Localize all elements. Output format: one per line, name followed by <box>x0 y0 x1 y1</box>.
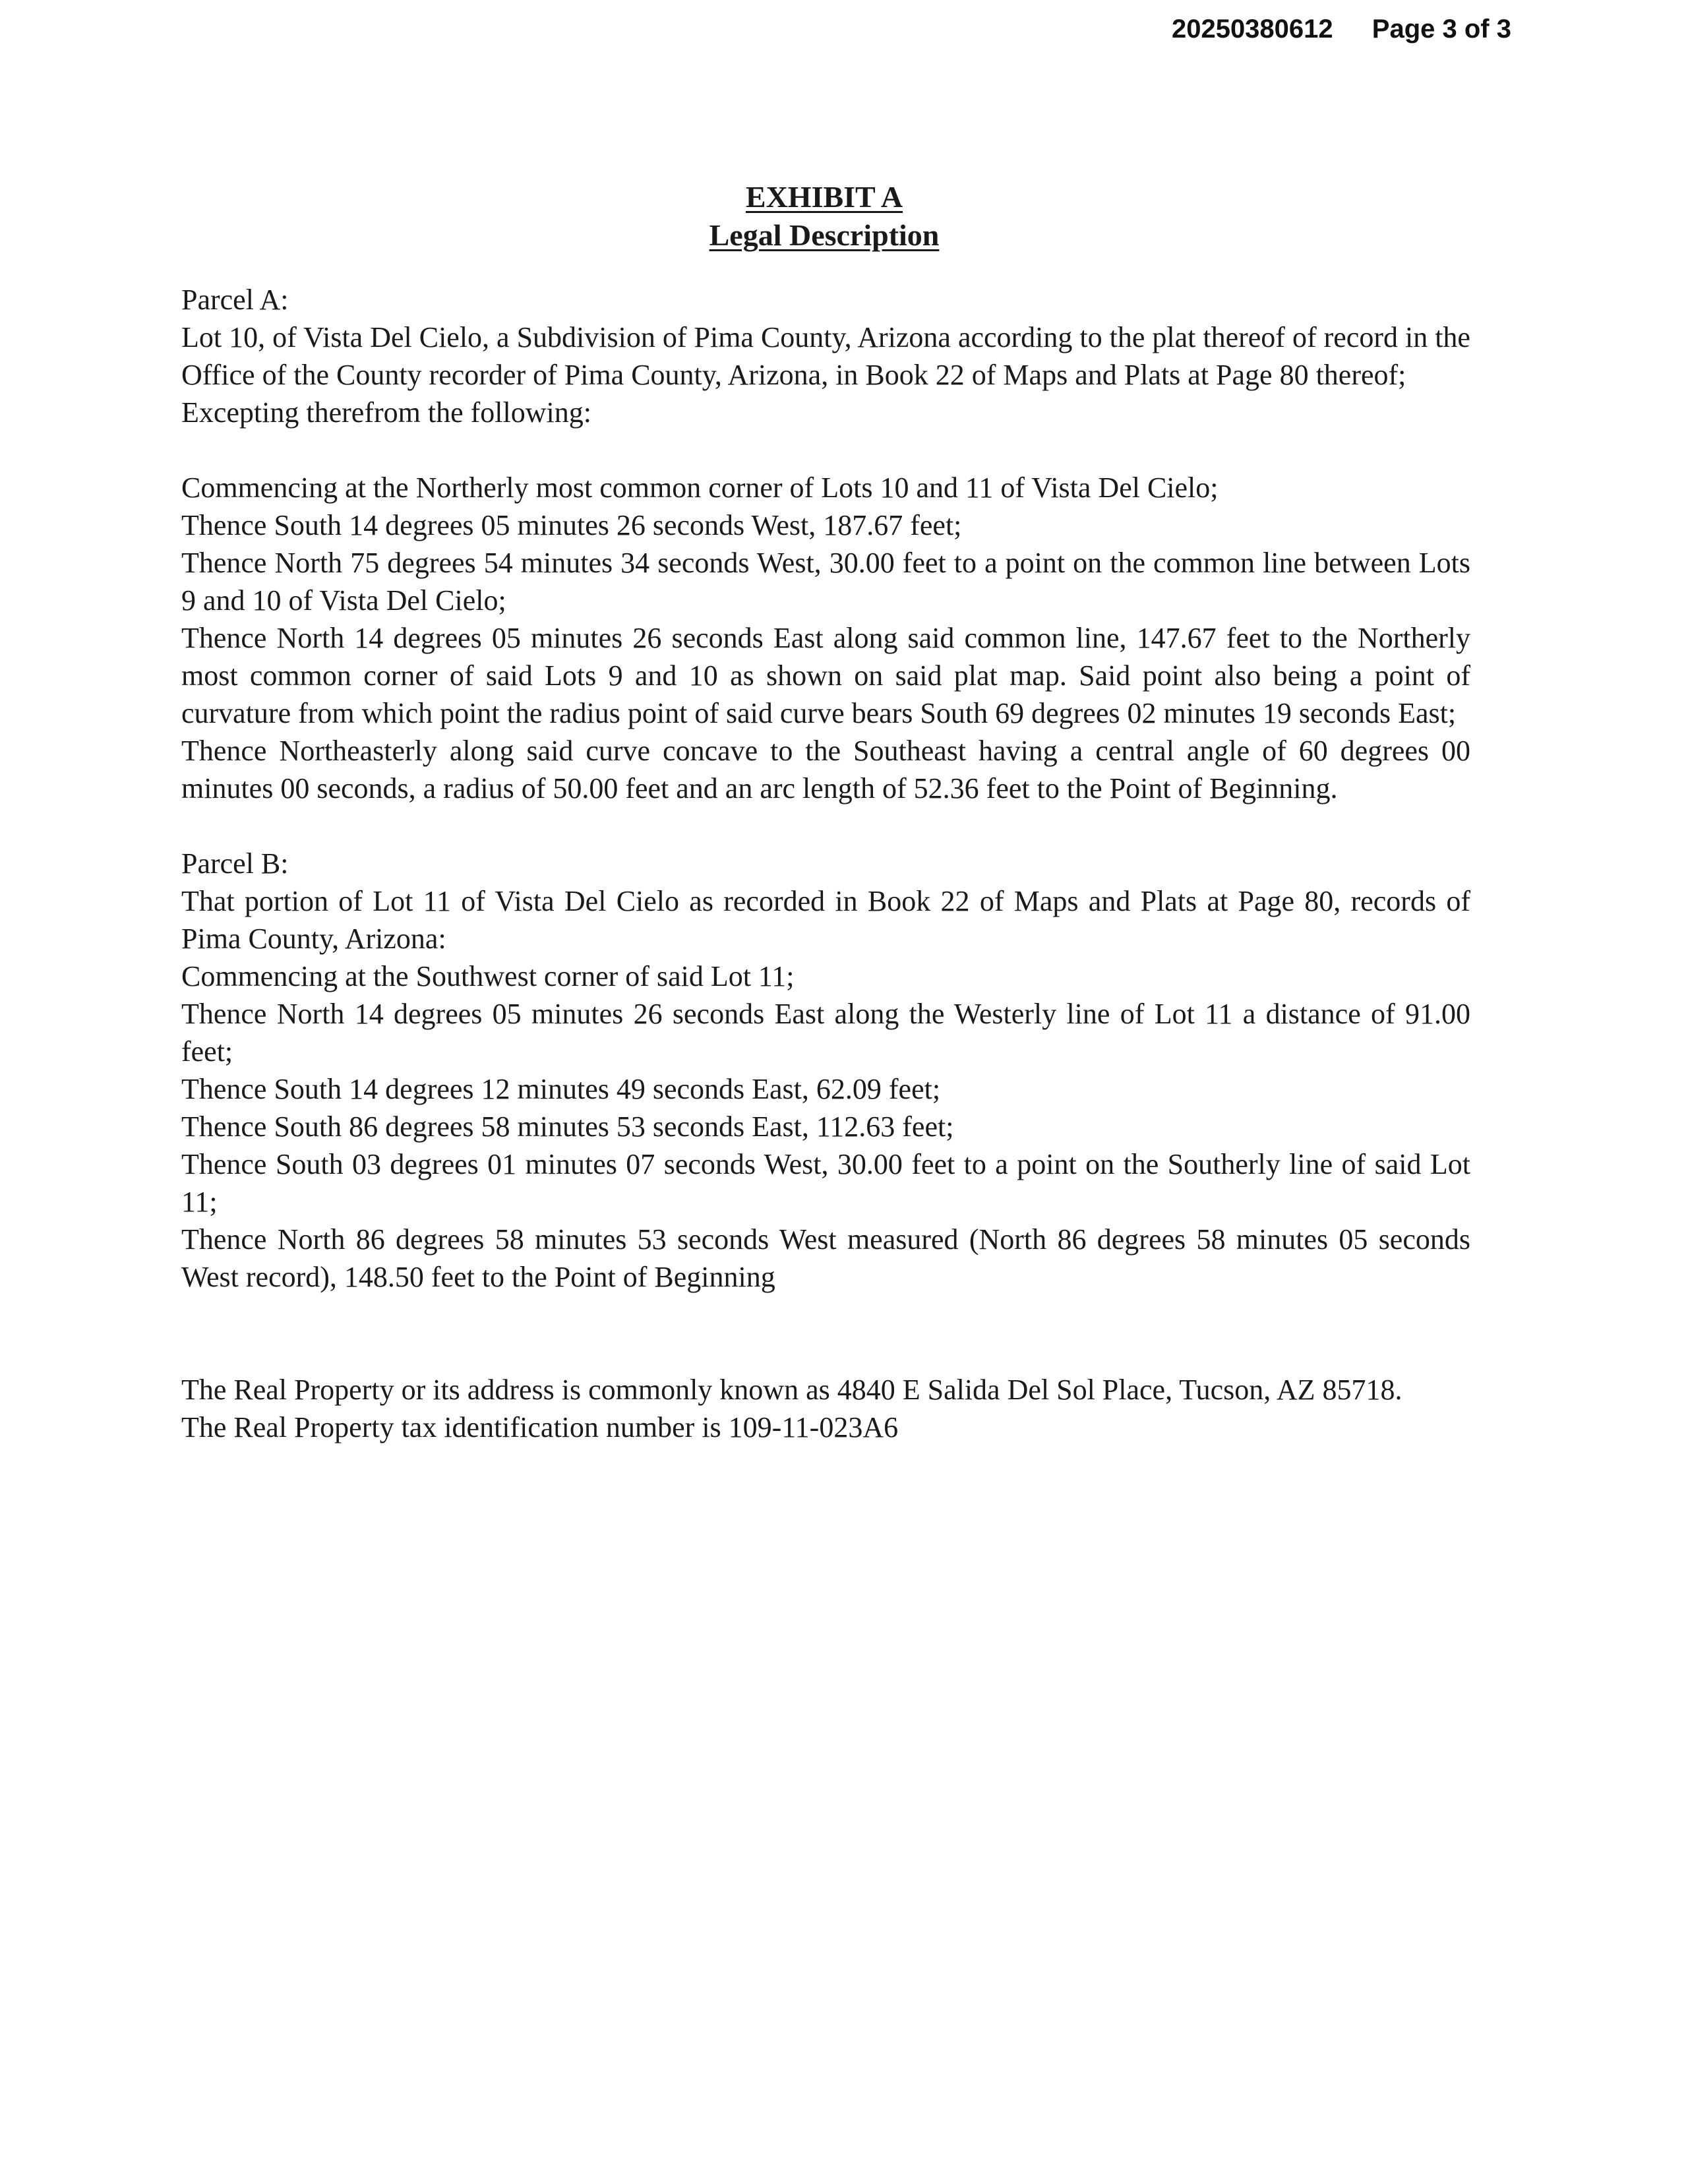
parcel-b-heading: Parcel B: <box>181 847 289 880</box>
parcel-a-course: Commencing at the Northerly most common corner of Lots 10 and 11 of Vista Del Cielo; <box>181 471 1219 504</box>
parcel-b-line: Thence North 86 degrees 58 minutes 53 seconds West measured (North 86 degrees 58 minutes 05 seconds West record), 148.50 feet to the Point of Beginning <box>181 1223 1470 1293</box>
spacer <box>181 1296 1470 1371</box>
legal-description-body <box>181 281 1470 1446</box>
document-title-block <box>0 178 1648 255</box>
exhibit-title: EXHIBIT A <box>745 180 903 214</box>
parcel-b-line: Thence South 86 degrees 58 minutes 53 seconds East, 112.63 feet; <box>181 1110 954 1143</box>
parcel-b-line: Thence North 14 degrees 05 minutes 26 seconds East along the Westerly line of Lot 11 a distance of 91.00 feet; <box>181 998 1470 1068</box>
property-tax-id: The Real Property tax identification number is 109-11-023A6 <box>181 1411 899 1443</box>
parcel-a-course: Thence North 14 degrees 05 minutes 26 seconds East along said common line, 147.67 feet to the Northerly most common corner of said Lots 9 and 10 as shown on said plat map. Said point also being a point of curvature from which point the radius point of said curve bears South 69 degrees 02 minutes 19 seconds East; <box>181 622 1470 729</box>
parcel-a-line: Excepting therefrom the following: <box>181 396 591 429</box>
spacer <box>181 431 1470 469</box>
parcel-a-course: Thence North 75 degrees 54 minutes 34 seconds West, 30.00 feet to a point on the common line between Lots 9 and 10 of Vista Del Cielo; <box>181 547 1470 617</box>
parcel-b-line: That portion of Lot 11 of Vista Del Cielo as recorded in Book 22 of Maps and Plats at Page 80, records of Pima County, Arizona: <box>181 885 1470 955</box>
document-number: 20250380612 <box>1171 15 1333 44</box>
parcel-a-line: Office of the County recorder of Pima County, Arizona, in Book 22 of Maps and Plats at Page 80 thereof; <box>181 359 1406 391</box>
parcel-b-line: Thence South 14 degrees 12 minutes 49 seconds East, 62.09 feet; <box>181 1073 941 1105</box>
parcel-a-course: Thence South 14 degrees 05 minutes 26 seconds West, 187.67 feet; <box>181 509 962 541</box>
parcel-b-line: Thence South 03 degrees 01 minutes 07 seconds West, 30.00 feet to a point on the Southerly line of said Lot 11; <box>181 1148 1470 1218</box>
parcel-b-line: Commencing at the Southwest corner of said Lot 11; <box>181 960 795 992</box>
exhibit-subtitle: Legal Description <box>709 218 940 252</box>
page-header <box>1172 15 1511 44</box>
spacer <box>181 807 1470 845</box>
parcel-a-heading: Parcel A: <box>181 284 289 316</box>
page-indicator: Page 3 of 3 <box>1372 15 1511 44</box>
property-address: The Real Property or its address is commonly known as 4840 E Salida Del Sol Place, Tucson, AZ 85718. <box>181 1374 1402 1406</box>
parcel-a-course: Thence Northeasterly along said curve concave to the Southeast having a central angle of 60 degrees 00 minutes 00 seconds, a radius of 50.00 feet and an arc length of 52.36 feet to the Point of Beginning. <box>181 735 1470 804</box>
parcel-a-line: Lot 10, of Vista Del Cielo, a Subdivision of Pima County, Arizona according to the plat thereof of record in the <box>181 321 1470 353</box>
